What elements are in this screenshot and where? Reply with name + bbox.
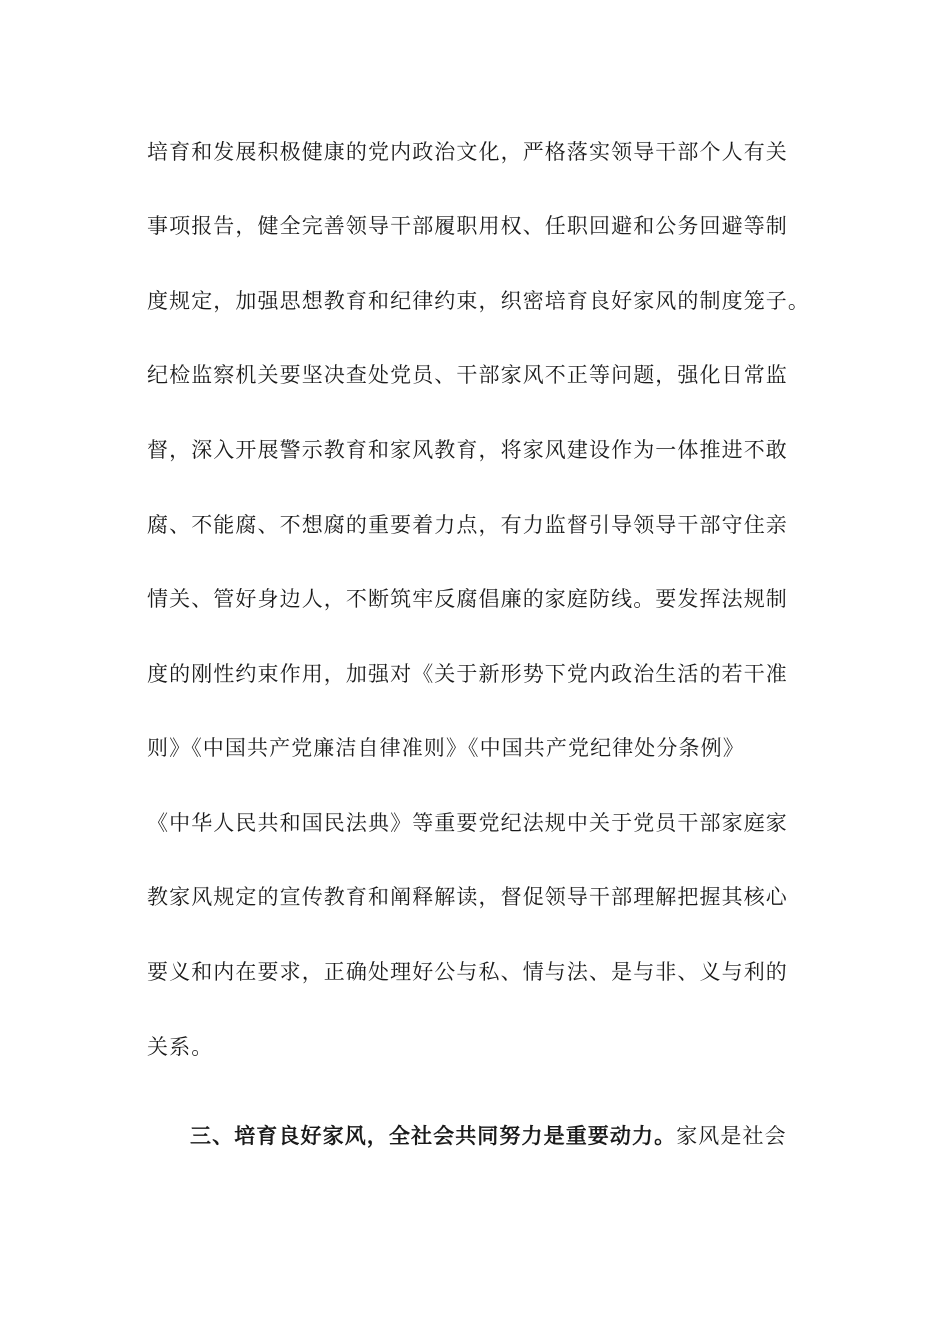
- body-line: 督，深入开展警示教育和家风教育，将家风建设作为一体推进不敢: [147, 438, 788, 462]
- body-line: 度规定，加强思想教育和纪律约束，织密培育良好家风的制度笼子。: [147, 289, 810, 313]
- section-heading-bold: 三、培育良好家风，全社会共同努力是重要动力。: [190, 1123, 677, 1148]
- body-line: 教家风规定的宣传教育和阐释解读，督促领导干部理解把握其核心: [147, 885, 788, 909]
- body-line: 纪检监察机关要坚决查处党员、干部家风不正等问题，强化日常监: [147, 363, 788, 387]
- body-line: 事项报告，健全完善领导干部履职用权、任职回避和公务回避等制: [147, 214, 788, 238]
- section-heading-text: 家风是社会: [676, 1124, 787, 1148]
- body-line: 关系。: [147, 1035, 214, 1059]
- body-line: 要义和内在要求，正确处理好公与私、情与法、是与非、义与利的: [147, 960, 788, 984]
- body-line: 则》《中国共产党廉洁自律准则》《中国共产党纪律处分条例》: [147, 736, 745, 760]
- section-heading: [190, 1123, 787, 1149]
- body-line: 度的刚性约束作用，加强对《关于新形势下党内政治生活的若干准: [147, 662, 788, 686]
- body-line: 培育和发展积极健康的党内政治文化，严格落实领导干部个人有关: [147, 140, 788, 164]
- body-line: 《中华人民共和国民法典》等重要党纪法规中关于党员干部家庭家: [147, 811, 788, 835]
- body-line: 情关、管好身边人，不断筑牢反腐倡廉的家庭防线。要发挥法规制: [147, 587, 788, 611]
- body-line: 腐、不能腐、不想腐的重要着力点，有力监督引导领导干部守住亲: [147, 513, 788, 537]
